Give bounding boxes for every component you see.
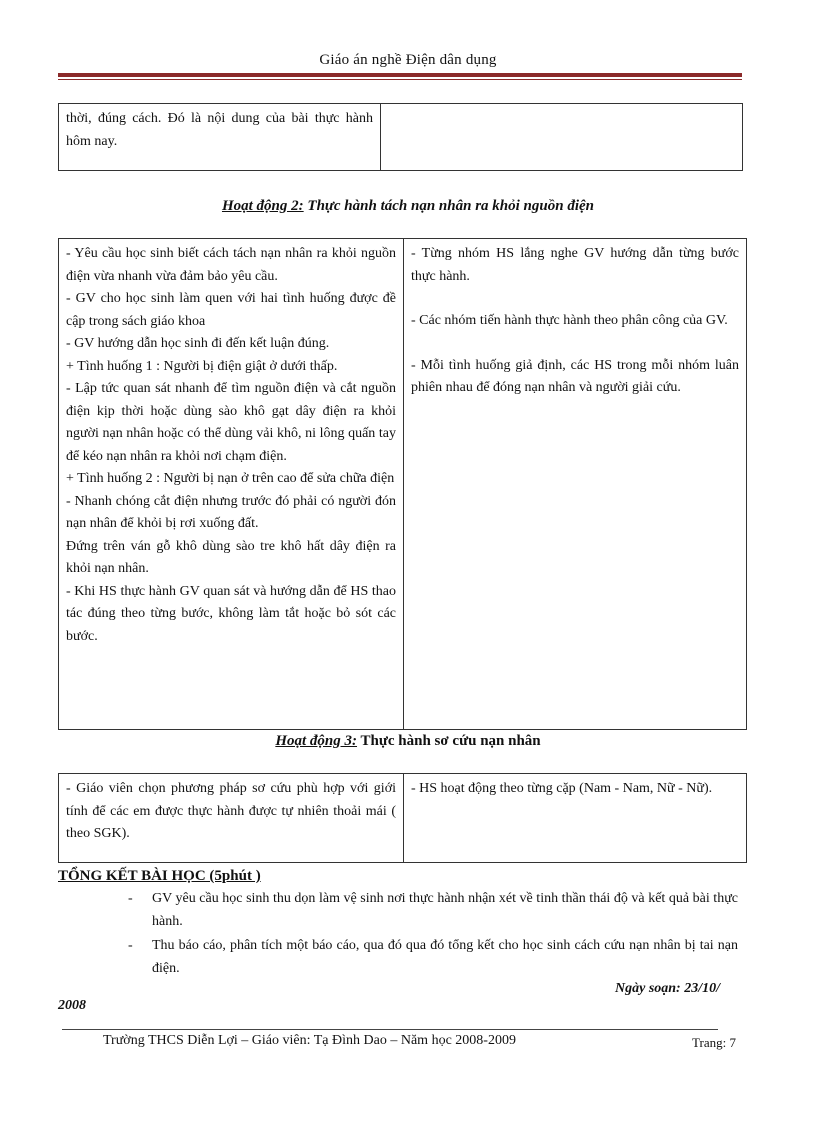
activity-2-teacher-line: - GV cho học sinh làm quen với hai tình huống được đề cập trong sách giáo khoa	[66, 291, 396, 329]
activity-2-teacher-line: - GV hướng dẫn học sinh đi đến kết luận đúng.	[66, 336, 330, 351]
activity-2-teacher-line: - Yêu cầu học sinh biết cách tách nạn nhân ra khỏi nguồn điện vừa nhanh vừa đảm bảo yêu cầu.	[66, 246, 396, 284]
header-rule-thin	[58, 79, 742, 80]
summary-item-text: GV yêu cầu học sinh thu dọn làm vệ sinh nơi thực hành nhận xét về tinh thần thái độ và kết quả bài thực hành.	[152, 891, 738, 929]
activity-2-teacher-line: - Khi HS thực hành GV quan sát và hướng dẫn để HS thao tác đúng theo từng bước, không làm tắt hoặc bỏ sót các bước.	[66, 583, 396, 644]
footer-rule	[62, 1029, 718, 1030]
header-rule-thick	[58, 73, 742, 77]
activity-2-teacher-line: - Lập tức quan sát nhanh để tìm nguồn điện và cắt nguồn điện kịp thời hoặc dùng sào khô gạt dây điện ra khỏi người nạn nhân hoặc có thể dùng vải khô, ni lông quấn tay để kéo nạn nhân ra khỏi nơi chạm điện.	[66, 381, 396, 464]
continuation-left-text: thời, đúng cách. Đó là nội dung của bài thực hành hôm nay.	[66, 111, 373, 149]
bullet-dash: -	[128, 891, 133, 906]
summary-item	[128, 935, 738, 980]
activity-3-table	[58, 773, 747, 863]
preparation-date: Ngày soạn: 23/10/	[615, 981, 720, 996]
activity-2-table	[58, 238, 747, 730]
activity-2-student-line: - Các nhóm tiến hành thực hành theo phân công của GV.	[411, 313, 728, 328]
activity-3-teacher-text: - Giáo viên chọn phương pháp sơ cứu phù hợp với giới tính để các em được thực hành được tự nhiên thoải mái ( theo SGK).	[66, 781, 396, 841]
activity-3-student-text: - HS hoạt động theo từng cặp (Nam - Nam, Nữ - Nữ).	[411, 781, 713, 796]
continuation-right-cell	[381, 104, 743, 171]
activity-3-title: Thực hành sơ cứu nạn nhân	[357, 733, 541, 749]
activity-2-teacher-line: - Nhanh chóng cắt điện nhưng trước đó phải có người đón nạn nhân để khỏi bị rơi xuống đất.	[66, 493, 396, 531]
footer-page-number: Trang: 7	[692, 1035, 736, 1050]
activity-2-student-cell	[404, 239, 747, 730]
activity-2-teacher-line: + Tình huống 1 : Người bị điện giật ở dưới thấp.	[66, 358, 338, 374]
summary-list	[128, 888, 738, 982]
summary-item	[128, 888, 738, 933]
footer-school-info: Trường THCS Diễn Lợi – Giáo viên: Tạ Đình Dao – Năm học 2008-2009	[103, 1033, 516, 1048]
activity-3-student-cell	[404, 774, 747, 863]
bullet-dash: -	[128, 938, 133, 953]
continuation-left-cell	[59, 104, 381, 171]
activity-2-student-line: - Từng nhóm HS lắng nghe GV hướng dẫn từng bước thực hành.	[411, 246, 739, 284]
activity-3-heading	[0, 733, 816, 750]
activity-2-teacher-cell	[59, 239, 404, 730]
page-header-title: Giáo án nghề Điện dân dụng	[319, 52, 497, 68]
activity-3-label: Hoạt động 3:	[275, 733, 358, 749]
activity-2-teacher-line: + Tình huống 2 : Người bị nạn ở trên cao để sửa chữa điện	[66, 471, 395, 486]
activity-2-heading	[0, 198, 816, 215]
activity-2-teacher-line: Đứng trên ván gỗ khô dùng sào tre khô hất dây điện ra khỏi nạn nhân.	[66, 538, 396, 576]
summary-item-text: Thu báo cáo, phân tích một báo cáo, qua đó qua đó tổng kết cho học sinh cách cứu nạn nhân bị tai nạn điện.	[152, 938, 738, 976]
activity-2-label: Hoạt động 2:	[221, 198, 304, 214]
preparation-year: 2008	[58, 998, 86, 1013]
continuation-table	[58, 103, 743, 171]
summary-title: TỔNG KẾT BÀI HỌC (5phút )	[58, 868, 261, 884]
activity-2-student-line: - Mỗi tình huống giả định, các HS trong mỗi nhóm luân phiên nhau để đóng nạn nhân và người giải cứu.	[411, 357, 739, 395]
activity-2-title: Thực hành tách nạn nhân ra khỏi nguồn điện	[303, 198, 595, 214]
activity-3-teacher-cell	[59, 774, 404, 863]
